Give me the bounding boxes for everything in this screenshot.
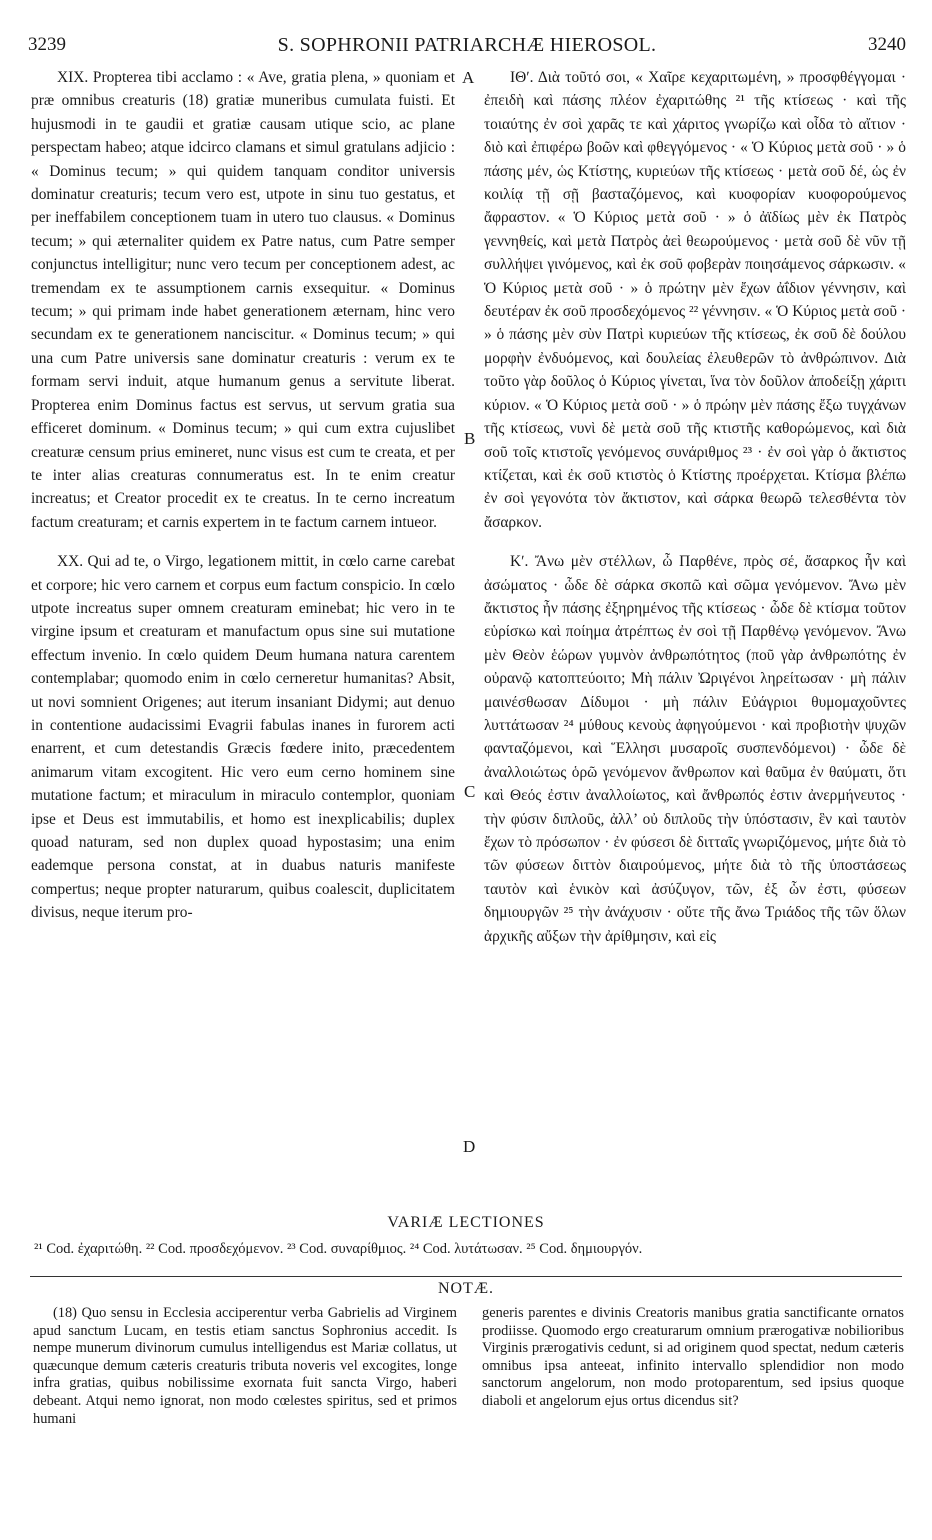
note-18-part-2: generis parentes e divinis Creatoris manibus gratia sanctificante ornatos prodiisse. Quomodo ergo creaturarum omnium prærogativæ nobilioribus Virginis prærogativis cedunt, si ad originem quod spectat, nedum cæteris omnibus ipsa anteeat, infinito intervallo splendidior non modo sanctorum angelorum, non modo protoparentum, sed ipsius quoque diaboli et angelorum ejus ortus dicendus sit? [482, 1305, 904, 1409]
latin-section-xx: XX. Qui ad te, o Virgo, legationem mittit, in cœlo carne carebat et corpore; hic vero carnem et corpus eum factum conspicio. In cœlo utpote increatus super omnem creaturam eminebat; hic vero in te virgine ipsum et creaturam et manufactum opus sine sui mutatione effectum invenio. In cœlo quidem Deum humana natura carentem contemplabar; quomodo enim in cœlo cerneretur humanitas? Absit, ut novi somnient Origenes; aut iterum insaniant Didymi; aut denuo in contentione audacissimi Evagrii fabulas inanes in furorem acti enarrent, et cum detestandis Græcis fœdere inito, præcedentem animarum vitam excogitent. Hic vero eum cerno hominem sine mutatione factum; et miraculum in miraculo contemplor, quoniam ipse et Deus est immutabilis, et homo est inexplicabilis; duplex quoad naturam, sed non duplex quoad hypostasim; una enim eademque persona constat, at in duabus naturis manifeste compertus; neque propter naturarum, quibus coalescit, duplicitatem divisus, neque iterum pro- [31, 553, 455, 922]
margin-marker-b: B [464, 429, 476, 448]
variae-lectiones-heading: VARIÆ LECTIONES [387, 1214, 545, 1231]
note-18-part-1: (18) Quo sensu in Ecclesia acciperentur verba Gabrielis ad Virginem apud sanctum Lucam, en testis etiam sanctus Sophronius accedit. Is nempe munerum divinorum cumulus intelligendus est Mariæ collatus, ut quæcunque demum cæteris creaturis tributa noveris vel excogites, longe infra gratias, quibus nobilissime exornata fuit sancta Virgo, haberi debeant. Atqui nemo ignorat, non modo cœlestes spiritus, sed et primos humani [33, 1305, 457, 1427]
right-page-number: 3240 [868, 34, 906, 55]
margin-marker-a: A [462, 68, 475, 87]
variae-lectiones-text: ²¹ Cod. ἐχαριτώθη. ²² Cod. προσδεχόμενον. ²³ Cod. συναρίθμιος. ²⁴ Cod. λυτάτωσαν. ²⁵ Cod. δημιουργόν. [34, 1241, 643, 1257]
running-title: S. SOPHRONII PATRIARCHÆ HIEROSOL. [277, 34, 657, 56]
note-right-column [482, 1305, 904, 1411]
divider [30, 1276, 902, 1277]
latin-section-xix: XIX. Propterea tibi acclamo : « Ave, gratia plena, » quoniam et præ omnibus creaturis (18) gratiæ muneribus cumulata fuisti. Et hujusmodi in te gaudii et gratiæ causam utique scio, ac plane perspectam habeo; atque idcirco clamans et simul gratulans adjicio : « Dominus tecum; » qui quidem tanquam conditor universis dominatur creaturis; tecum vero est, utpote in sinu tuo gestatus, et per ineffabilem conceptionem tuam in utero tuo clausus. « Dominus tecum; » qui æternaliter quidem ex Patre natus, cum Patre semper conjunctus intelligitur; nunc vero tecum per conceptionem adest, ac tremendam ex te assumptionem carnis exsequitur. « Dominus tecum; » qui primam inde habet generationem æternam, hinc vero secundam ex te generationem nanciscitur. « Dominus tecum; » qui una cum Patre universis sane dominatur creaturis : verum ex te formam servi induit, atque humanum genus a servitute liberat. Propterea enim Dominus factus est servus, ut servum gratia sua efficeret dominum. « Dominus tecum; » qui cum extra cujuslibet creaturæ censum prius emineret, nunc visus est cum te creata, et per te inter alias creaturas connumeratus est. In te enim creatur increatus; et Creator procedit ex te creatus. In te cerno increatum factum creaturam; et carnis expertem in te factum carnem intueor. [31, 69, 455, 531]
greek-column [484, 66, 906, 948]
margin-marker-d: D [463, 1137, 476, 1156]
note-left-column [33, 1305, 457, 1428]
greek-section-19: ΙΘʹ. Διὰ τοῦτό σοι, « Χαῖρε κεχαριτωμένη, » προσφθέγγομαι · ἐπειδὴ καὶ πάσης πλέον ἐχαριτώθης ²¹ τῆς κτίσεως · καὶ τῆς τοιαύτης ἐν σοὶ χαρᾶς τε καὶ χάριτος γνωρίζω καὶ οἶδα τὸ αἴτιον · διὸ καὶ ἐπιφέρω βοῶν καὶ φθεγγόμενος · « Ὁ Κύριος μετὰ σοῦ · » ὁ πάσης μέν, ὡς Κτίστης, κυριεύων τῆς κτίσεως · μετὰ σοῦ δέ, ὡς ἐν κοιλίᾳ τῇ σῇ βασταζόμενος, καὶ κυοφορίαν κυοφορούμενος ἄφραστον. « Ὁ Κύριος μετὰ σοῦ · » ὁ ἀϊδίως μὲν ἐκ Πατρὸς γεννηθείς, καὶ μετὰ Πατρὸς ἀεὶ θεωρούμενος · μετὰ σοῦ δὲ νῦν τῇ συλλήψει γινόμενος, καὶ ἐκ σοῦ φοβερὰν ποιησάμενος σάρκωσιν. « Ὁ Κύριος μετὰ σοῦ · » ὁ πρώτην μὲν ἔχων ἀΐδιον γέννησιν, καὶ δευτέραν ἐκ σοῦ προσδεχόμενος ²² γέννησιν. « Ὁ Κύριος μετὰ σοῦ · » ὁ πάσης μὲν σὺν Πατρὶ κυριεύων τῆς κτίσεως, ἐκ σοῦ δὲ δούλου μορφὴν ἐνδυόμενος, καὶ δουλείας ἐλευθερῶν τὸ ἀνθρώπινον. Διὰ τοῦτο γὰρ δοῦλος ὁ Κύριος γίνεται, ἵνα τὸν δοῦλον ἀποδείξῃ χάριτι κύριον. « Ὁ Κύριος μετὰ σοῦ · » ὁ πρώην μὲν πάσης ἔξω τυγχάνων τῆς κτίσεως, νυνὶ δὲ μετὰ σοῦ τῆς κτιστῆς καθορώμενος, καὶ διὰ σοῦ τοῖς κτιστοῖς γενόμενος συνάριθμος ²³ · ἐν σοὶ γὰρ ὁ ἄκτιστος κτίζεται, καὶ ἐκ σοῦ κτιστὸς ὁ Κτίστης προέρχεται. Κτίσμα βλέπω ἐν σοὶ γεγονότα τὸν ἄκτιστον, καὶ σάρκα θεωρῶ τελεσθέντα τὸν ἄσαρκον. [484, 69, 906, 531]
notae-heading: NOTÆ. [437, 1280, 495, 1297]
latin-column [31, 66, 455, 925]
running-header [28, 34, 906, 64]
left-page-number: 3239 [28, 34, 66, 55]
greek-section-20: Κʹ. Ἄνω μὲν στέλλων, ὦ Παρθένε, πρὸς σέ, ἄσαρκος ἦν καὶ ἀσώματος · ὧδε δὲ σάρκα σκοπῶ καὶ σῶμα γενόμενον. Ἄνω μὲν ἄκτιστος ἦν πάσης ἐξηρημένος τῆς κτίσεως · ὧδε δὲ κτίσμα τοῦτον εὑρίσκω καὶ ποίημα ἀτρέπτως ἐν σοὶ τῇ Παρθένῳ γενόμενον. Ἄνω μὲν Θεὸν ἑώρων γυμνὸν ἀνθρωπότητος (ποῦ γὰρ ἀνθρωπότης ἐν οὐρανῷ κατοπτεύοιτο; Μὴ πάλιν Ὠριγένοι ληρείτωσαν · μὴ πάλιν μαινέσθωσαν Δίδυμοι · μὴ πάλιν Εὐάγριοι θυμομαχοῦντες λυττάτωσαν ²⁴ μύθους κενοὺς ἀφηγούμενοι · καὶ προβιοτὴν ψυχῶν φανταζόμενοι, καὶ Ἕλλησι μυσαροῖς συσπενδόμενοι) · ὧδε δὲ ἀναλλοιώτως ὁρῶ γενόμενον ἄνθρωπον καὶ θαῦμα ἐν θαύματι, ὅτι καὶ Θεός ἐστιν ἀναλλοίωτος, καὶ ἄνθρωπός ἐστιν ἀνερμήνευτος · τὴν φύσιν διπλοῦς, ἀλλ’ οὐ διπλοῦς τὴν ὑπόστασιν, ἓν καὶ ταυτὸν ἔχων τὸ πρόσωπον · ἐν φύσεσι δὲ διτταῖς γνωριζόμενος, μήτε διὰ τὸ τῶν φύσεων διττὸν διαιρούμενος, μήτε διὰ τὸ τῆς ὑποστάσεως ταυτὸν καὶ ἑνικὸν καὶ ἀσύζυγον, τῶν, ἐξ ὧν ἐστι, φύσεων δημιουργῶν ²⁵ τὴν ἀνάχυσιν · οὔτε τῆς ἄνω Τριάδος τῆς τῶν ὅλων ἀρχικῆς αὔξων τὴν ἀρίθμησιν, καὶ εἰς [484, 553, 906, 945]
margin-marker-c: C [464, 782, 476, 801]
